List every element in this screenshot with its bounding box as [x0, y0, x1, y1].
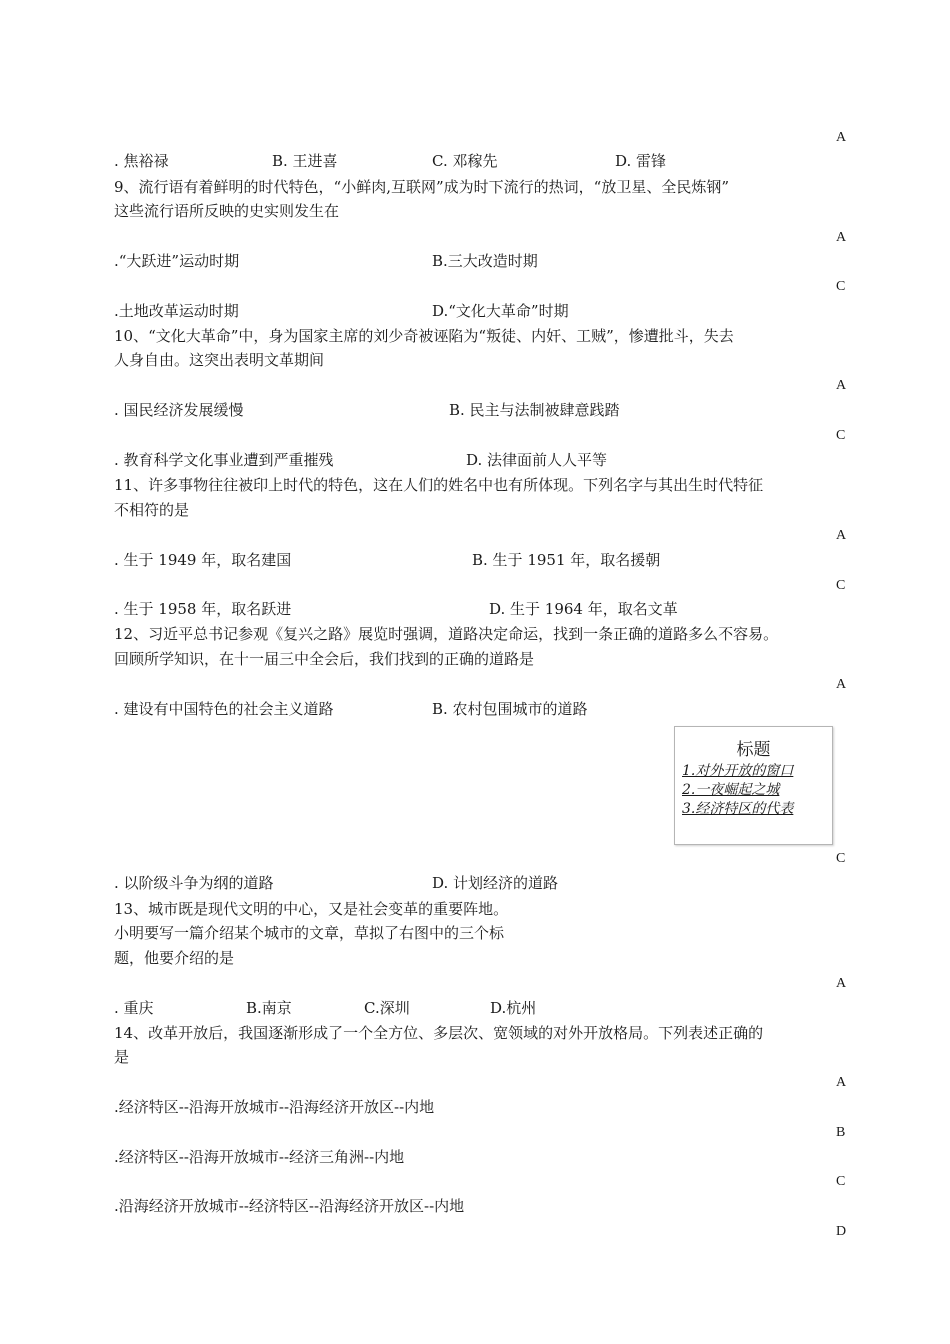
q14-option-b: .经济特区--沿海开放城市--经济三角洲--内地 — [114, 1148, 405, 1166]
q13-option-a: . 重庆 — [114, 999, 154, 1017]
option-marker: A — [836, 230, 847, 245]
q12-option-a: . 建设有中国特色的社会主义道路 — [114, 700, 334, 718]
q13-stem-line2: 小明要写一篇介绍某个城市的文章，草拟了右图中的三个标 — [114, 924, 505, 942]
q10-option-a: . 国民经济发展缓慢 — [114, 401, 244, 419]
q9-option-b: B.三大改造时期 — [432, 252, 538, 270]
title-figure-box — [674, 726, 833, 845]
option-marker: D — [836, 1224, 847, 1239]
q14-option-a: .经济特区--沿海开放城市--沿海经济开放区--内地 — [114, 1098, 435, 1116]
figure-item: 2.一夜崛起之城 — [682, 782, 780, 798]
figure-item: 1.对外开放的窗口 — [682, 763, 794, 779]
q13-option-c: C.深圳 — [364, 999, 410, 1017]
q8-option-a: . 焦裕禄 — [114, 152, 169, 170]
option-marker: A — [836, 976, 847, 991]
q12-stem-line2: 回顾所学知识，在十一届三中全会后，我们找到的正确的道路是 — [114, 650, 535, 668]
q10-option-c: . 教育科学文化事业遭到严重摧残 — [114, 451, 334, 469]
q9-option-d: D.“文化大革命”时期 — [432, 302, 569, 320]
q14-option-c: .沿海经济开放城市--经济特区--沿海经济开放区--内地 — [114, 1197, 465, 1215]
q12-option-b: B. 农村包围城市的道路 — [432, 700, 588, 718]
option-marker: C — [836, 851, 846, 866]
option-marker: A — [836, 1075, 847, 1090]
figure-title: 标题 — [736, 740, 771, 760]
option-marker: C — [836, 1174, 846, 1189]
q10-option-d: D. 法律面前人人平等 — [466, 451, 608, 469]
option-marker: A — [836, 378, 847, 393]
q11-option-c: . 生于 1958 年，取名跃进 — [114, 600, 292, 618]
q13-option-d: D.杭州 — [490, 999, 537, 1017]
q10-stem-line2: 人身自由。这突出表明文革期间 — [114, 351, 325, 369]
q12-option-d: D. 计划经济的道路 — [432, 874, 559, 892]
q9-stem-line1: 9、流行语有着鲜明的时代特色，“小鲜肉,互联网”成为时下流行的热词，“放卫星、全民炼钢” — [114, 178, 729, 196]
q8-option-c: C. 邓稼先 — [432, 152, 498, 170]
q11-option-a: . 生于 1949 年，取名建国 — [114, 551, 292, 569]
q12-option-c: . 以阶级斗争为纲的道路 — [114, 874, 274, 892]
q14-stem-line1: 14、改革开放后，我国逐渐形成了一个全方位、多层次、宽领域的对外开放格局。下列表述正确的 — [114, 1024, 764, 1042]
option-marker: C — [836, 578, 846, 593]
q9-stem-line2: 这些流行语所反映的史实则发生在 — [114, 202, 340, 220]
q11-stem-line2: 不相符的是 — [114, 501, 190, 519]
option-marker: A — [836, 528, 847, 543]
option-marker: A — [836, 677, 847, 692]
figure-item: 3.经济特区的代表 — [682, 801, 794, 817]
option-marker: A — [836, 130, 847, 145]
q13-option-b: B.南京 — [246, 999, 292, 1017]
q11-stem-line1: 11、许多事物往往被印上时代的特色，这在人们的姓名中也有所体现。下列名字与其出生时代特征 — [114, 476, 764, 494]
q8-option-b: B. 王进喜 — [272, 152, 338, 170]
q13-stem-line3: 题，他要介绍的是 — [114, 949, 235, 967]
q11-option-d: D. 生于 1964 年，取名文革 — [489, 600, 678, 618]
q9-option-a: .“大跃进”运动时期 — [114, 252, 240, 270]
q9-option-c: .土地改革运动时期 — [114, 302, 239, 320]
q8-option-d: D. 雷锋 — [615, 152, 667, 170]
option-marker: C — [836, 279, 846, 294]
q12-stem-line1: 12、习近平总书记参观《复兴之路》展览时强调，道路决定命运，找到一条正确的道路多么不容易。 — [114, 625, 779, 643]
option-marker: C — [836, 428, 846, 443]
q10-stem-line1: 10、“文化大革命”中，身为国家主席的刘少奇被诬陷为“叛徒、内奸、工贼”，惨遭批斗，失去 — [114, 327, 734, 345]
option-marker: B — [836, 1125, 846, 1140]
q13-stem-line1: 13、城市既是现代文明的中心，又是社会变革的重要阵地。 — [114, 900, 509, 918]
q10-option-b: B. 民主与法制被肆意践踏 — [449, 401, 620, 419]
q14-stem-line2: 是 — [114, 1048, 130, 1066]
q11-option-b: B. 生于 1951 年，取名援朝 — [472, 551, 661, 569]
